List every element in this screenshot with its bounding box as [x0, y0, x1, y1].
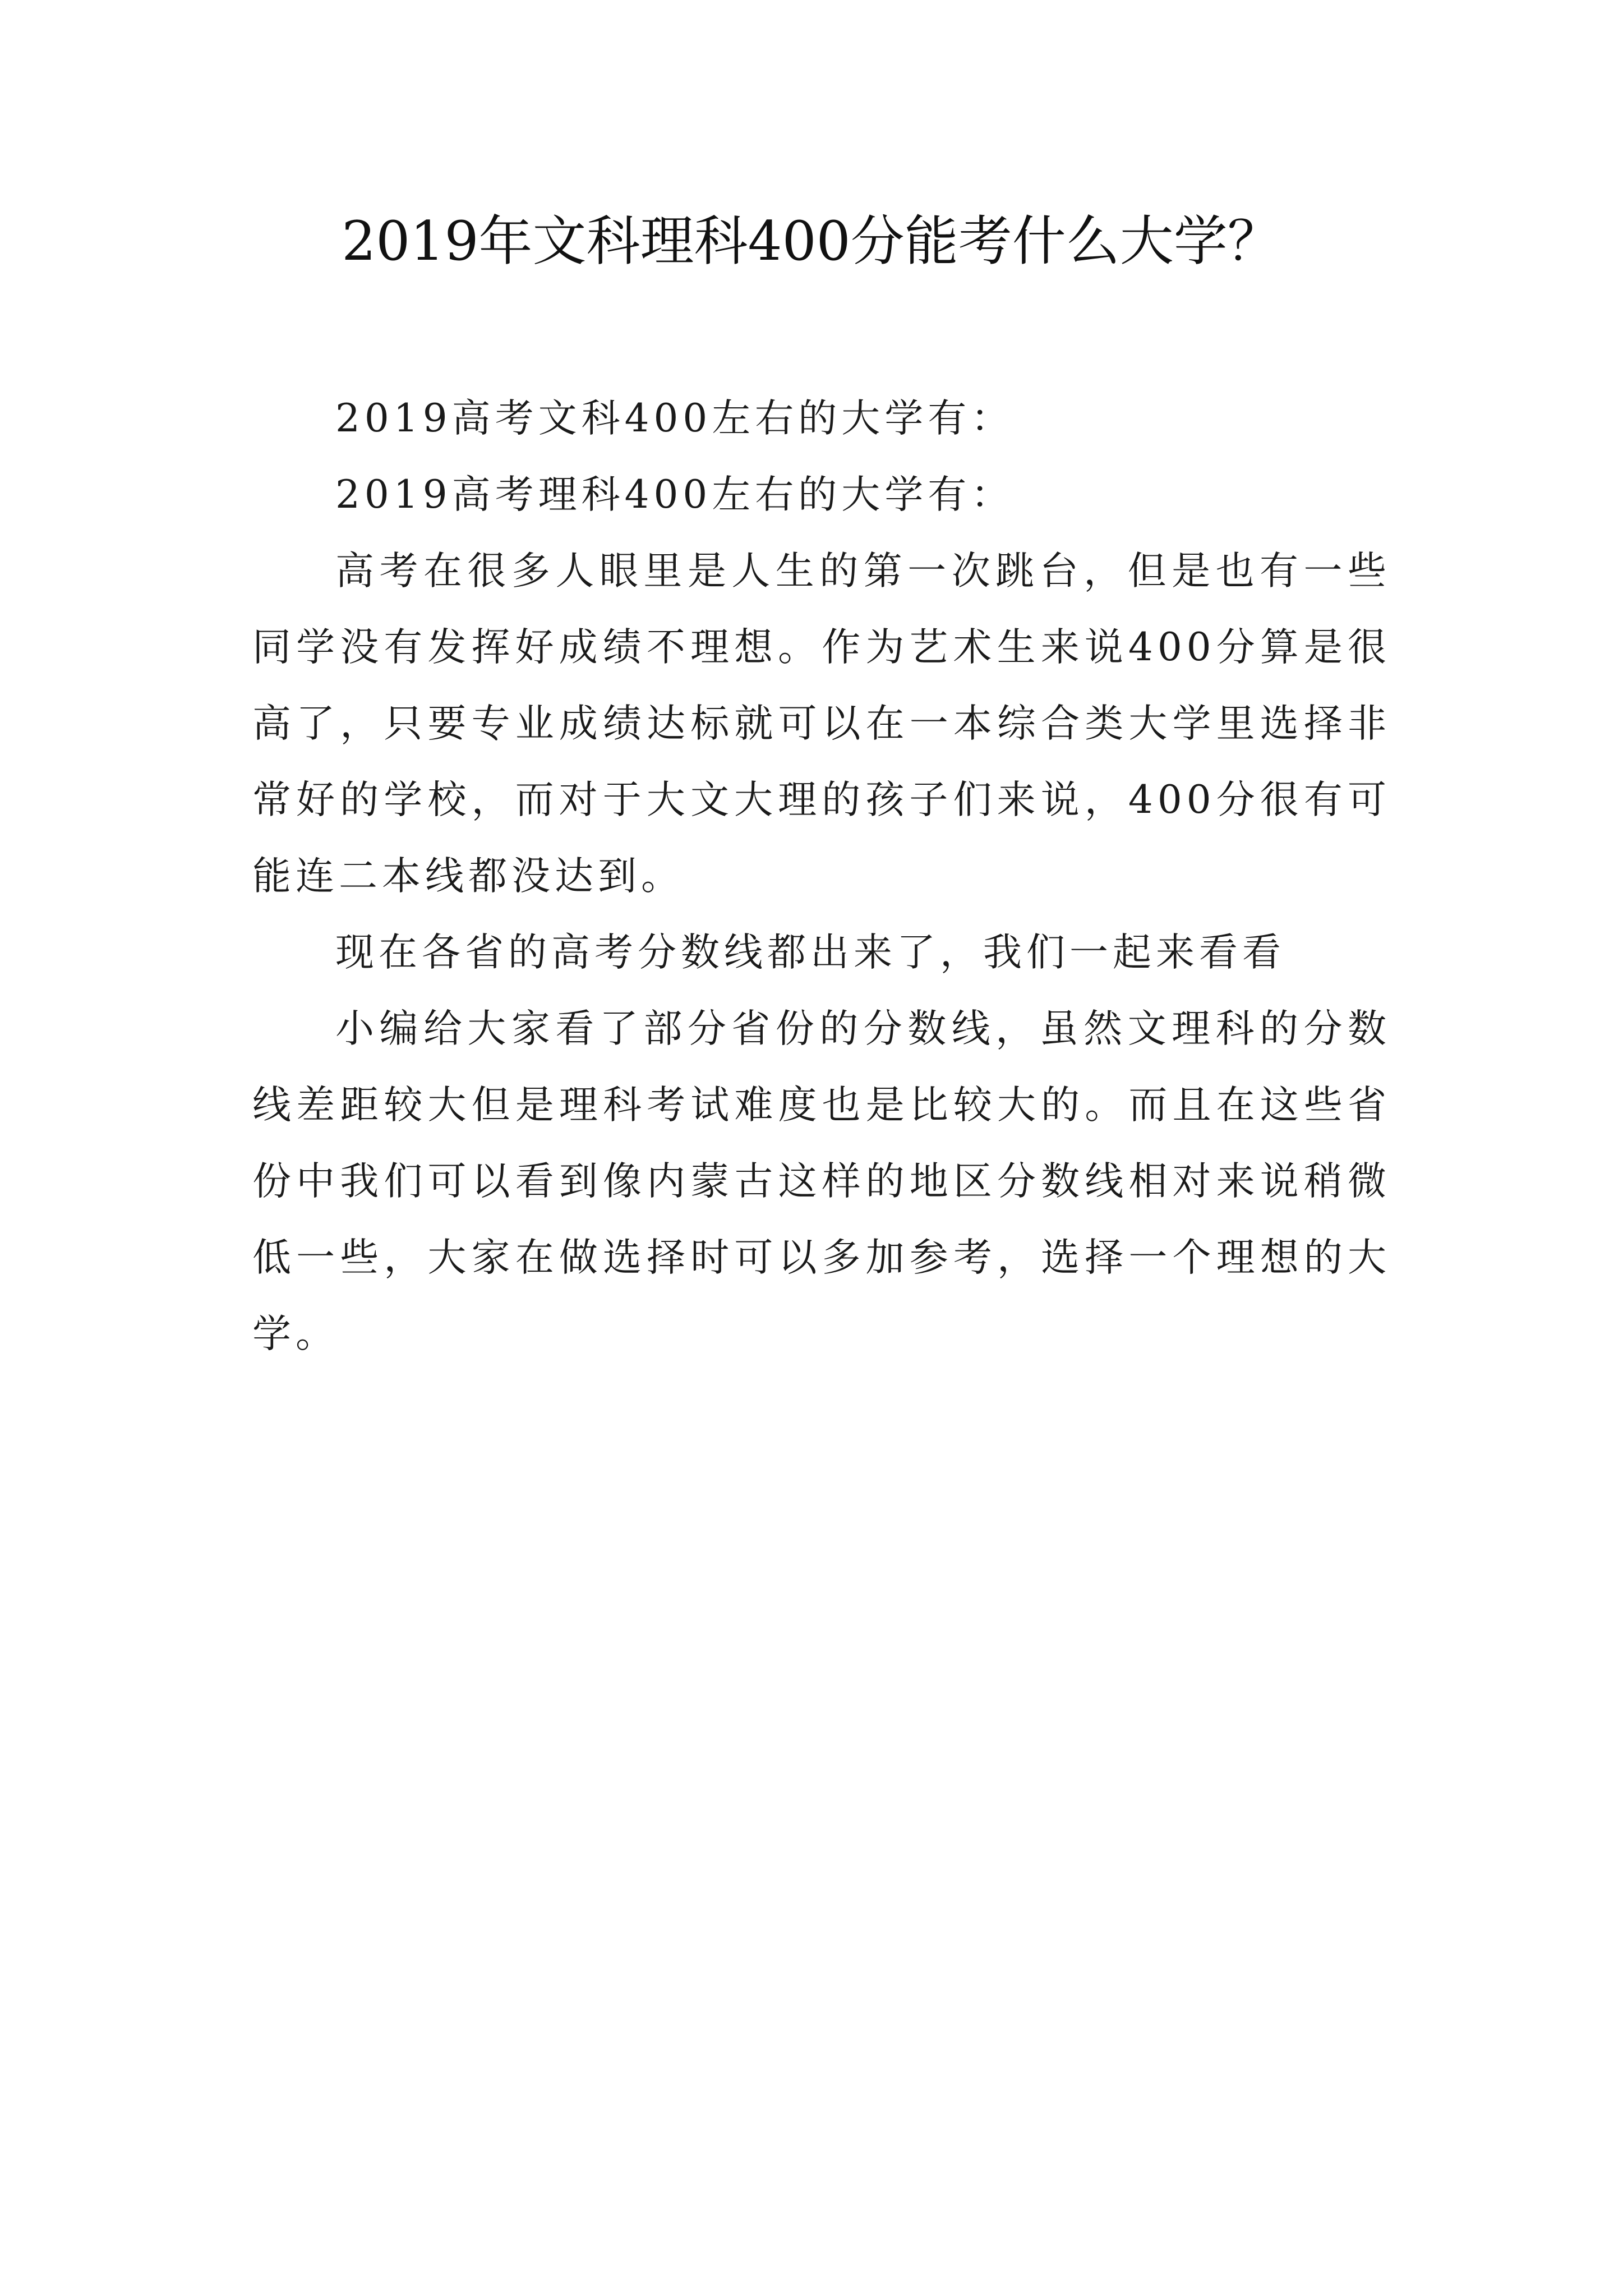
- paragraph-science-universities: 2019高考理科400左右的大学有：: [335, 472, 1015, 517]
- document-title: 2019年文科理科400分能考什么大学？: [342, 210, 1281, 273]
- paragraph-intro: 高考在很多人眼里是人生的第一次跳台，但是也有一些同学没有发挥好成绩不理想。作为艺术生来说400分算是很高了，只要专业成绩达标就可以在一本综合类大学里选择非常好的学校，而对于大文大理的孩子们来说，400分很有可能连二本线都没达到。: [252, 549, 1391, 899]
- document-body: [252, 380, 1391, 1372]
- paragraph-score-lines: 现在各省的高考分数线都出来了，我们一起来看看: [335, 930, 1285, 975]
- paragraph-arts-universities: 2019高考文科400左右的大学有：: [335, 396, 1015, 441]
- paragraph-conclusion: 小编给大家看了部分省份的分数线，虽然文理科的分数线差距较大但是理科考试难度也是比较大的。而且在这些省份中我们可以看到像内蒙古这样的地区分数线相对来说稍微低一些，大家在做选择时可以多加参考，选择一个理想的大学。: [252, 1006, 1391, 1356]
